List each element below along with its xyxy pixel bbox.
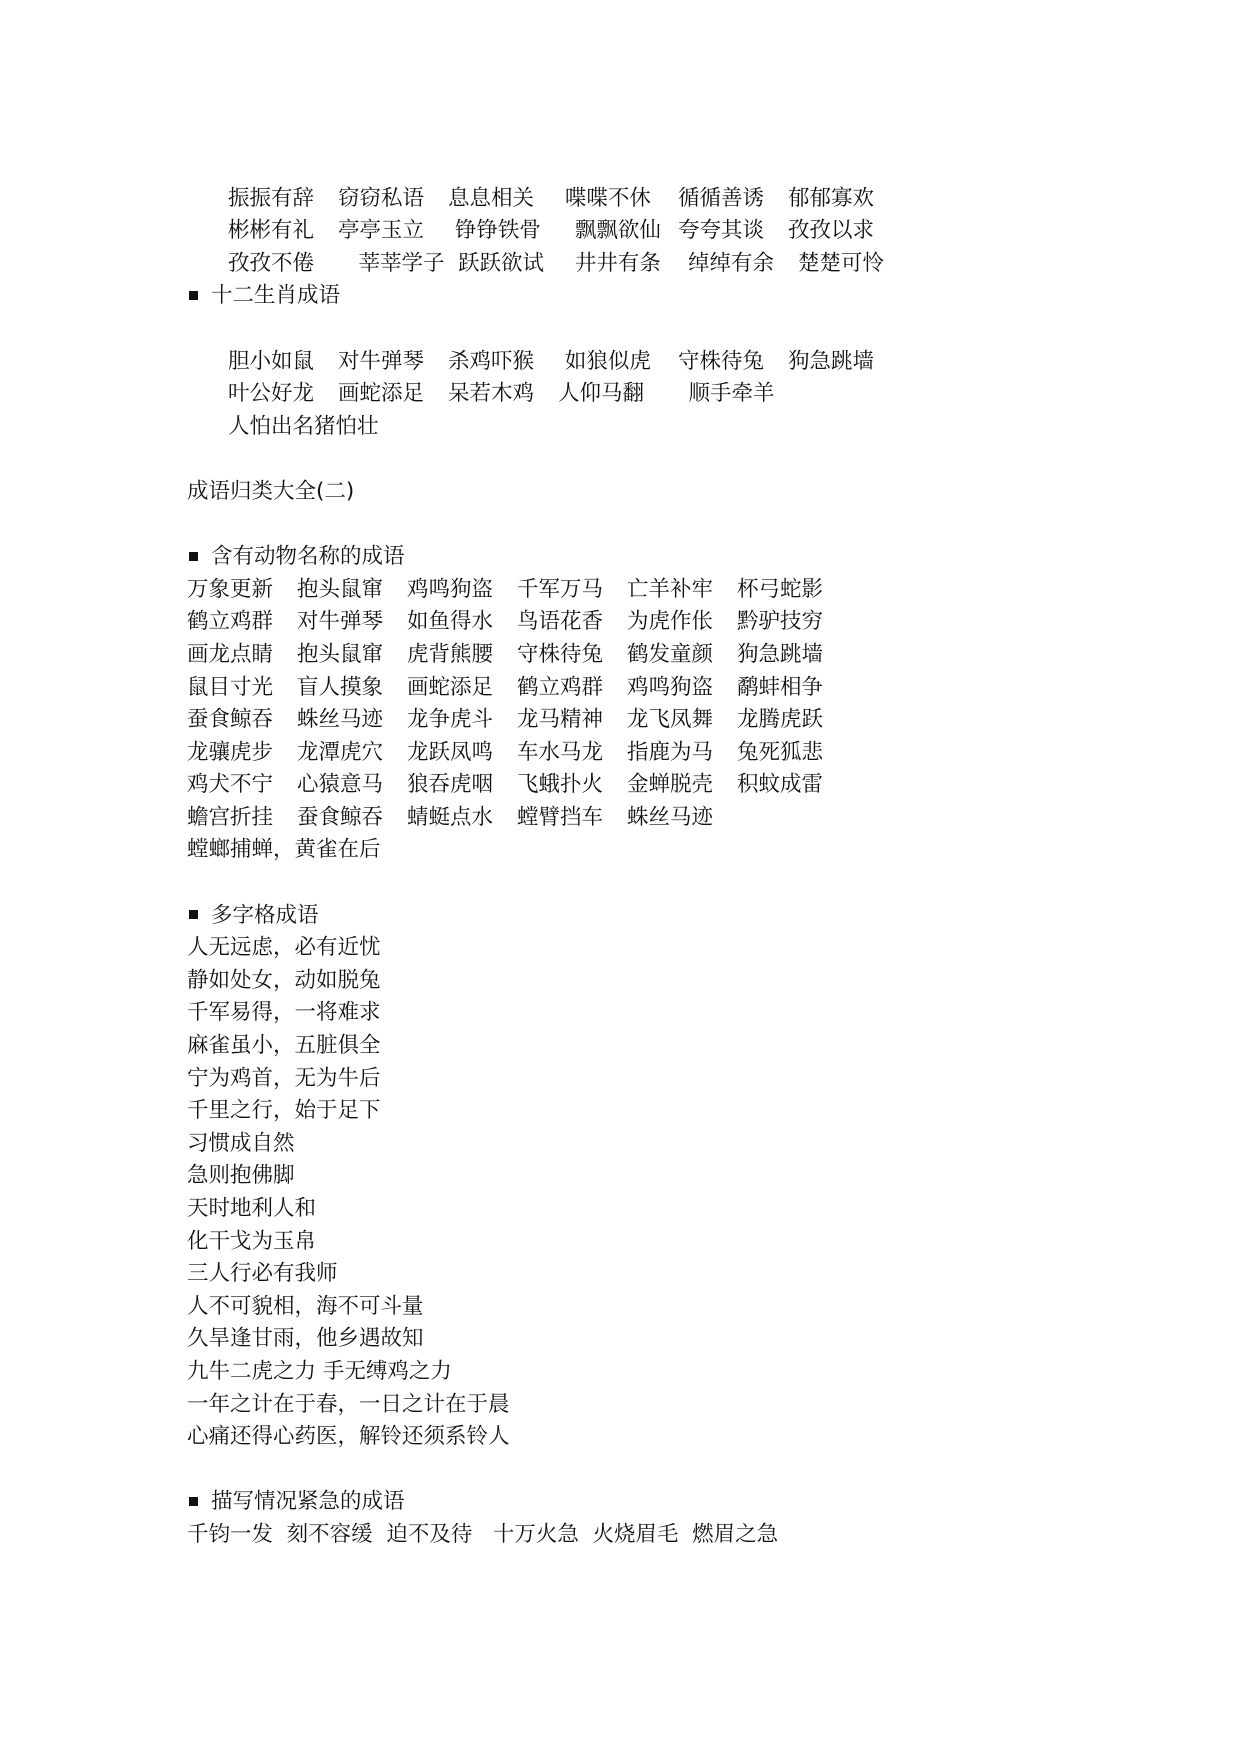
idiom: 飘飘欲仙 xyxy=(568,218,661,244)
idiom: 楚楚可怜 xyxy=(798,250,885,276)
idiom: 狼吞虎咽 xyxy=(407,772,494,798)
idiom: 蜻蜓点水 xyxy=(407,804,494,830)
idiom-line: 人无远虑，必有近忧 xyxy=(187,935,381,961)
idiom: 孜孜以求 xyxy=(788,218,875,244)
idiom-line: 九牛二虎之力 手无缚鸡之力 xyxy=(187,1358,452,1384)
idiom: 鸡犬不宁 xyxy=(187,772,274,798)
idiom: 万象更新 xyxy=(187,576,274,602)
square-bullet-icon xyxy=(189,291,198,300)
idiom: 盲人摸象 xyxy=(297,674,384,700)
idiom: 龙潭虎穴 xyxy=(297,739,384,765)
idiom: 鹬蚌相争 xyxy=(737,674,824,700)
idiom: 如狼似虎 xyxy=(558,348,651,374)
idiom: 虎背熊腰 xyxy=(407,641,494,667)
idiom: 龙跃凤鸣 xyxy=(407,739,494,765)
idiom: 画龙点睛 xyxy=(187,641,274,667)
idiom: 亭亭玉立 xyxy=(338,218,425,244)
idiom: 龙腾虎跃 xyxy=(737,707,824,733)
idiom: 绰绰有余 xyxy=(688,250,775,276)
idiom: 喋喋不休 xyxy=(558,185,651,211)
idiom-line: 急则抱佛脚 xyxy=(187,1163,295,1189)
heading-text: 十二生肖成语 xyxy=(211,283,341,309)
idiom: 对牛弹琴 xyxy=(297,609,384,635)
idiom: 心猿意马 xyxy=(297,772,384,798)
idiom: 车水马龙 xyxy=(517,739,604,765)
idiom: 龙马精神 xyxy=(517,707,604,733)
urgent-section xyxy=(187,1486,1187,1551)
idiom: 叶公好龙 xyxy=(228,381,315,407)
idiom-line: 久旱逢甘雨，他乡遇故知 xyxy=(187,1326,424,1352)
idiom: 鹤发童颜 xyxy=(627,641,714,667)
part-title: 成语归类大全(二) xyxy=(187,478,355,504)
idiom-line: 静如处女，动如脱兔 xyxy=(187,967,381,993)
idiom: 鸡鸣狗盗 xyxy=(407,576,494,602)
idiom: 人怕出名猪怕壮 xyxy=(228,413,379,439)
idiom: 金蝉脱壳 xyxy=(627,772,714,798)
idiom-line: 麻雀虽小，五脏俱全 xyxy=(187,1033,381,1059)
idiom: 鹤立鸡群 xyxy=(187,609,274,635)
idiom-row xyxy=(187,802,1187,835)
idiom: 循循善诱 xyxy=(678,185,765,211)
idiom: 积蚊成雷 xyxy=(737,772,824,798)
idiom: 鸡鸣狗盗 xyxy=(627,674,714,700)
reduplicated-section xyxy=(187,150,1187,276)
idiom: 画蛇添足 xyxy=(407,674,494,700)
section-heading xyxy=(187,541,1187,574)
idiom: 彬彬有礼 xyxy=(228,218,315,244)
idiom: 夸夸其谈 xyxy=(678,218,765,244)
idiom-row xyxy=(187,737,1187,770)
idiom: 跃跃欲试 xyxy=(458,250,545,276)
idiom: 龙骧虎步 xyxy=(187,739,274,765)
idiom-line: 千军易得，一将难求 xyxy=(187,1000,381,1026)
idiom: 蛛丝马迹 xyxy=(297,707,384,733)
idiom-line: 宁为鸡首，无为牛后 xyxy=(187,1065,381,1091)
idiom-line: 千钧一发 刻不容缓 迫不及待 十万火急 火烧眉毛 燃眉之急 xyxy=(187,1521,779,1547)
heading-text: 多字格成语 xyxy=(211,902,319,928)
idiom: 龙飞凤舞 xyxy=(627,707,714,733)
idiom-row xyxy=(187,606,1187,639)
section-heading xyxy=(187,1486,1187,1519)
idiom-line: 习惯成自然 xyxy=(187,1130,295,1156)
idiom: 井井有条 xyxy=(568,250,661,276)
idiom: 抱头鼠窜 xyxy=(297,576,384,602)
idiom: 窃窃私语 xyxy=(338,185,425,211)
section-heading xyxy=(187,900,1187,933)
idiom: 螳臂挡车 xyxy=(517,804,604,830)
idiom: 鸟语花香 xyxy=(517,609,604,635)
idiom: 如鱼得水 xyxy=(407,609,494,635)
square-bullet-icon xyxy=(189,1497,198,1506)
idiom: 杯弓蛇影 xyxy=(737,576,824,602)
idiom: 铮铮铁骨 xyxy=(448,218,541,244)
idiom: 狗急跳墙 xyxy=(737,641,824,667)
idiom: 千军万马 xyxy=(517,576,604,602)
square-bullet-icon xyxy=(189,552,198,561)
heading-text: 含有动物名称的成语 xyxy=(211,544,405,570)
idiom-row xyxy=(187,150,1187,211)
idiom: 抱头鼠窜 xyxy=(297,641,384,667)
idiom: 指鹿为马 xyxy=(627,739,714,765)
idiom: 杀鸡吓猴 xyxy=(448,348,535,374)
idiom-line: 三人行必有我师 xyxy=(187,1261,338,1287)
idiom: 对牛弹琴 xyxy=(338,348,425,374)
idiom: 兔死狐悲 xyxy=(737,739,824,765)
idiom: 蚕食鲸吞 xyxy=(297,804,384,830)
idiom: 胆小如鼠 xyxy=(228,348,315,374)
idiom: 鹤立鸡群 xyxy=(517,674,604,700)
idiom-row xyxy=(187,834,1187,867)
idiom: 振振有辞 xyxy=(228,185,315,211)
idiom: 呆若木鸡 xyxy=(448,381,535,407)
section-heading xyxy=(187,280,1187,313)
idiom: 画蛇添足 xyxy=(338,381,425,407)
animals-section xyxy=(187,541,1187,867)
idiom: 郁郁寡欢 xyxy=(788,185,875,211)
document-page xyxy=(187,150,1187,1552)
idiom-line: 千里之行，始于足下 xyxy=(187,1098,381,1124)
idiom: 莘莘学子 xyxy=(338,250,445,276)
idiom: 孜孜不倦 xyxy=(228,250,315,276)
zodiac-section xyxy=(187,280,1187,439)
idiom: 亡羊补牢 xyxy=(627,576,714,602)
idiom: 鼠目寸光 xyxy=(187,674,274,700)
multi-section xyxy=(187,900,1187,1454)
idiom-line: 化干戈为玉帛 xyxy=(187,1228,317,1254)
idiom: 人仰马翻 xyxy=(558,381,645,407)
idiom: 蛛丝马迹 xyxy=(627,804,714,830)
idiom: 息息相关 xyxy=(448,185,535,211)
idiom-row xyxy=(187,672,1187,705)
idiom: 守株待兔 xyxy=(678,348,765,374)
idiom: 顺手牵羊 xyxy=(668,381,775,407)
idiom: 蚕食鲸吞 xyxy=(187,707,274,733)
idiom-row xyxy=(187,574,1187,607)
square-bullet-icon xyxy=(189,910,198,919)
idiom-row xyxy=(187,313,1187,374)
idiom: 蟾宫折挂 xyxy=(187,804,274,830)
idiom-row xyxy=(187,769,1187,802)
idiom: 守株待兔 xyxy=(517,641,604,667)
idiom: 螳螂捕蝉，黄雀在后 xyxy=(187,837,381,863)
idiom: 黔驴技穷 xyxy=(737,609,824,635)
idiom-line: 心痛还得心药医，解铃还须系铃人 xyxy=(187,1424,510,1450)
idiom-row xyxy=(187,639,1187,672)
idiom: 为虎作伥 xyxy=(627,609,714,635)
idiom-row xyxy=(187,704,1187,737)
idiom: 飞蛾扑火 xyxy=(517,772,604,798)
idiom: 龙争虎斗 xyxy=(407,707,494,733)
idiom-line: 天时地利人和 xyxy=(187,1196,317,1221)
idiom-line: 人不可貌相，海不可斗量 xyxy=(187,1293,424,1319)
idiom-line: 一年之计在于春，一日之计在于晨 xyxy=(187,1391,510,1417)
idiom: 狗急跳墙 xyxy=(788,348,875,374)
heading-text: 描写情况紧急的成语 xyxy=(211,1489,405,1515)
